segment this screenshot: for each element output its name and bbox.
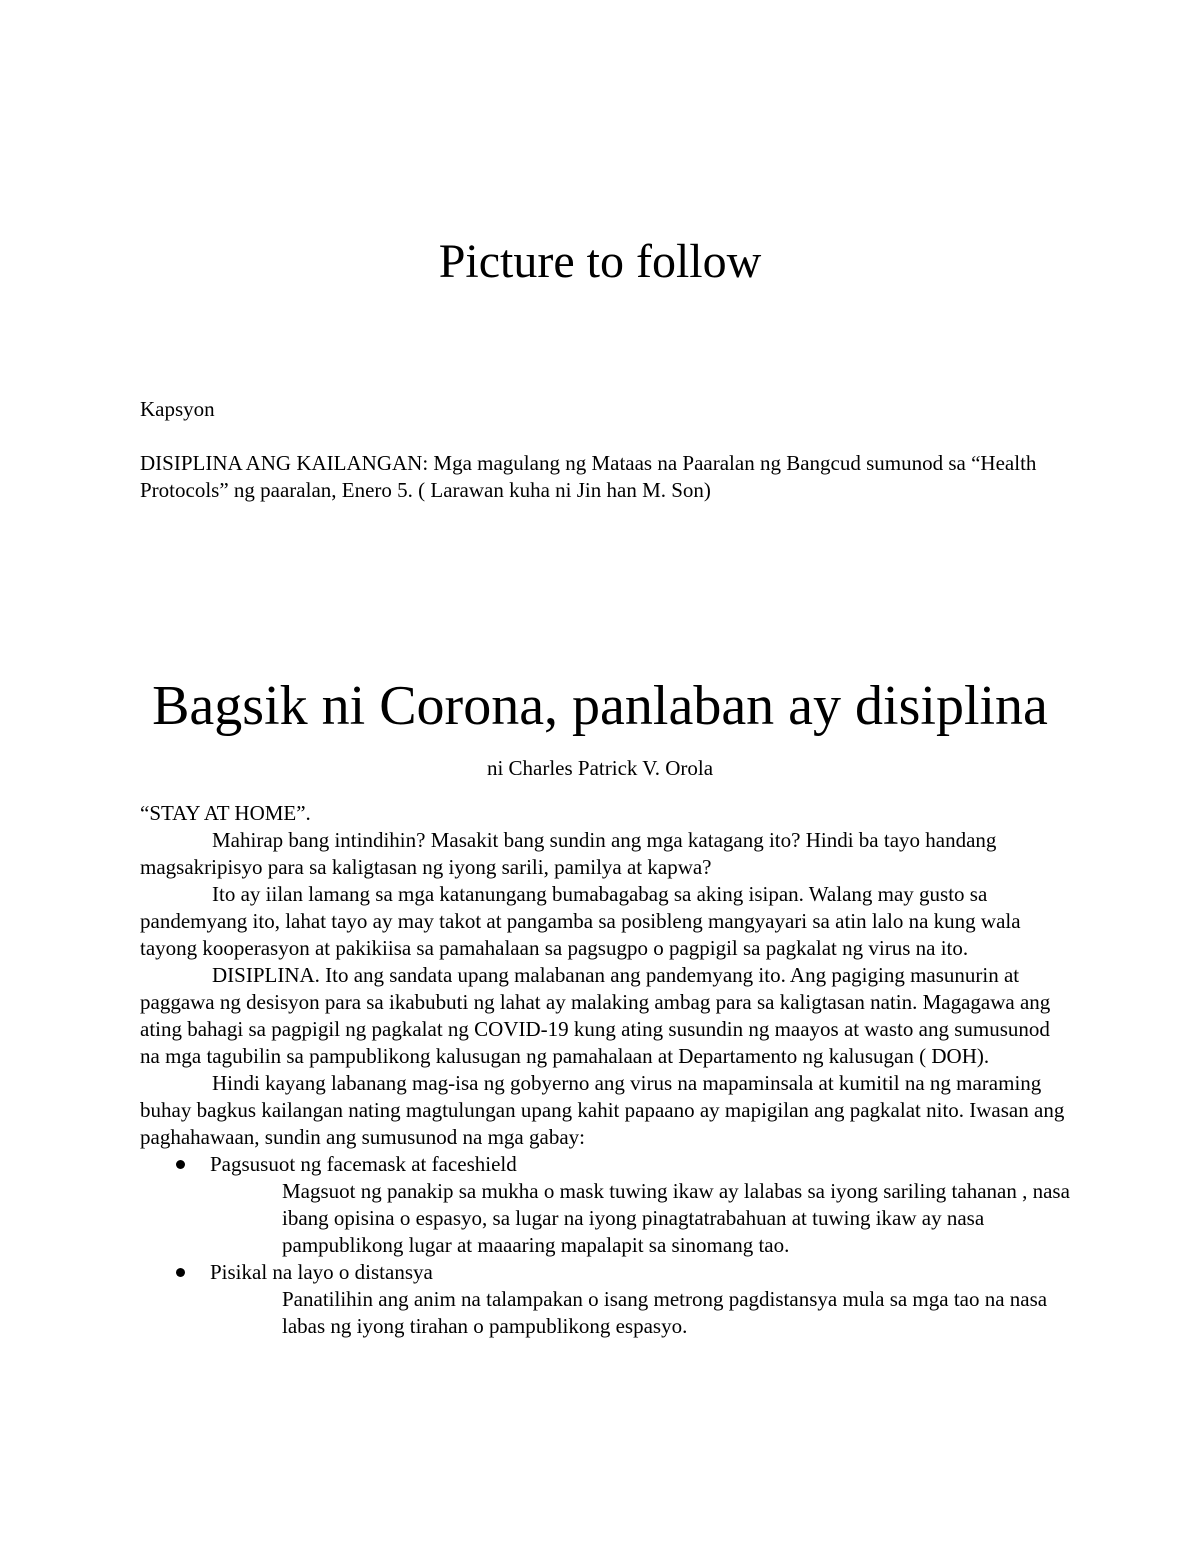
article-paragraph-4: Hindi kayang labanang mag-isa ng gobyerno ang virus na mapaminsala at kumitil na ng maraming buhay bagkus kailangan nating magtulungan upang kahit papaano ay mapigilan ang pagkalat nito. Iwasan ang paghahawaan, sundin ang sumusunod na mga gabay: [140,1071,1065,1149]
guideline-title: Pagsusuot ng facemask at faceshield [210,1152,517,1176]
guideline-item [140,1259,1070,1286]
article-paragraph-1: Mahirap bang intindihin? Masakit bang sundin ang mga katagang ito? Hindi ba tayo handang magsakripisyo para sa kaligtasan ng iyong sarili, pamilya at kapwa? [140,828,997,879]
article-byline: ni Charles Patrick V. Orola [486,756,714,780]
article-paragraph-3: DISIPLINA. Ito ang sandata upang malabanan ang pandemyang ito. Ang pagiging masunurin at paggawa ng desisyon para sa ikabubuti ng lahat ay malaking ambag para sa kaligtasan natin. Magagawa ang ating bahagi sa pagpigil ng pagkalat ng COVID-19 kung ating susundin ng maayos at wasto ang sumusunod na mga tagubilin sa pampublikong kalusugan ng pamahalaan at Departamento ng kalusugan ( DOH). [140,963,1051,1068]
guideline-item [140,1151,1070,1178]
article-paragraph-2: Ito ay iilan lamang sa mga katanungang bumabagabag sa aking isipan. Walang may gusto sa pandemyang ito, lahat tayo ay may takot at pangamba sa posibleng mangyayari sa atin lalo na kung wala tayong kooperasyon at pakikiisa sa pamahalaan sa pagsugpo o pagpigil sa pagkalat ng virus na ito. [140,882,1021,960]
article-opening: “STAY AT HOME”. [140,801,311,825]
guidelines-list [140,1151,1070,1340]
caption-text: DISIPLINA ANG KAILANGAN: Mga magulang ng Mataas na Paaralan ng Bangcud sumunod sa “Health Protocols” ng paaralan, Enero 5. ( Larawan kuha ni Jin han M. Son) [140,451,1037,502]
caption-label: Kapsyon [140,397,215,421]
picture-placeholder-title: Picture to follow [438,235,762,288]
bullet-icon [176,1268,185,1277]
bullet-icon [176,1160,185,1169]
article-headline: Bagsik ni Corona, panlaban ay disiplina [152,675,1048,737]
article-body [140,800,1070,1340]
guideline-title: Pisikal na layo o distansya [210,1260,433,1284]
guideline-detail: Magsuot ng panakip sa mukha o mask tuwing ikaw ay lalabas sa iyong sariling tahanan , nasa ibang opisina o espasyo, sa lugar na iyong pinagtatrabahuan at tuwing ikaw ay nasa pampublikong lugar at maaaring mapalapit sa sinomang tao. [282,1179,1070,1257]
guideline-detail: Panatilihin ang anim na talampakan o isang metrong pagdistansya mula sa mga tao na nasa labas ng iyong tirahan o pampublikong espasyo. [282,1287,1048,1338]
